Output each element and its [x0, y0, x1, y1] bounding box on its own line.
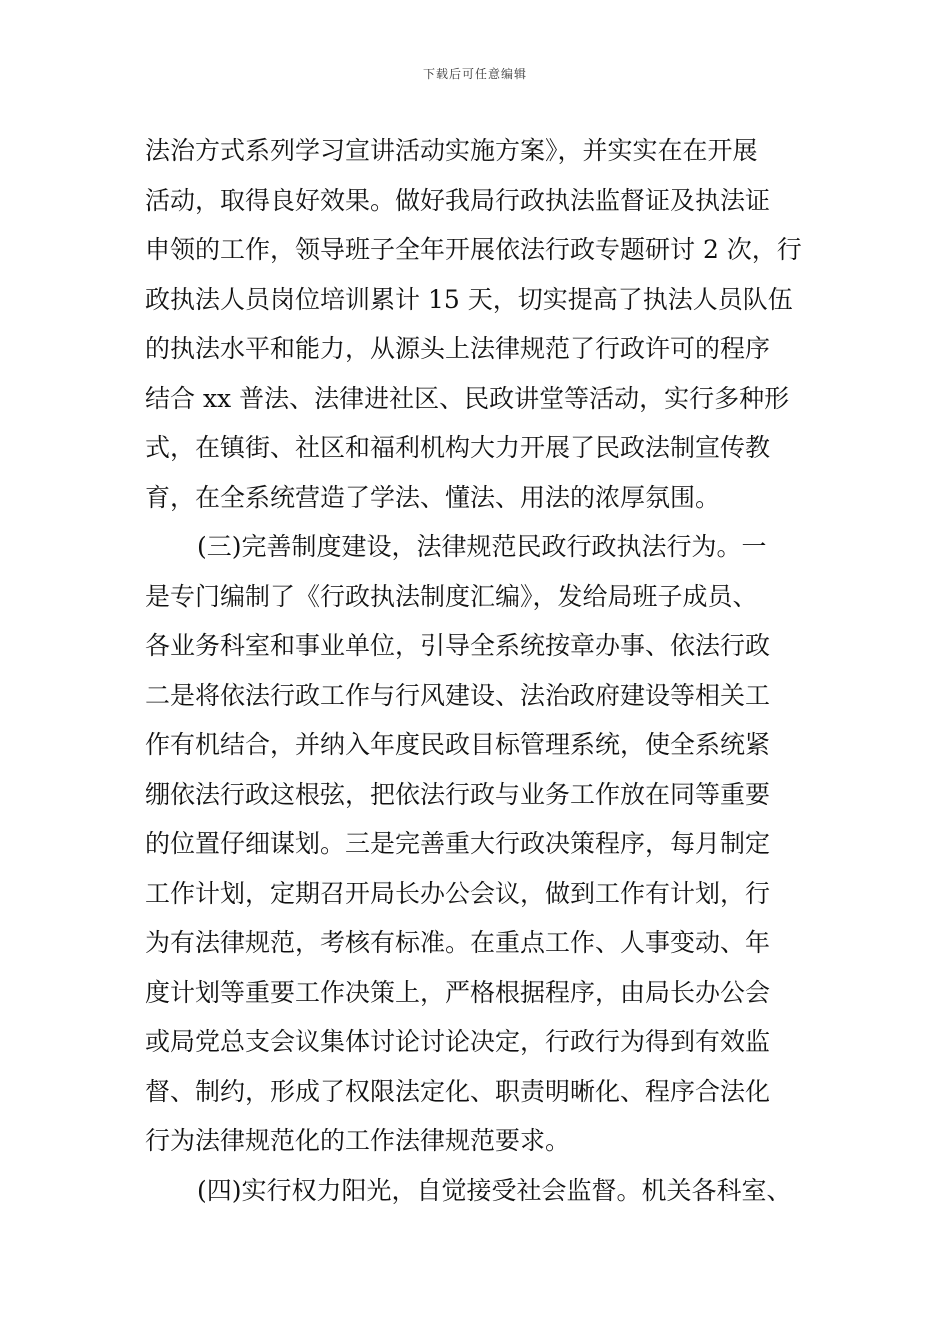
body-line-2: 活动，取得良好效果。做好我局行政执法监督证及执法证: [145, 185, 771, 215]
body-line-4: 政执法人员岗位培训累计 15 天，切实提高了执法人员队伍: [145, 284, 793, 314]
body-line-10: 是专门编制了《行政执法制度汇编》，发给局班子成员、: [145, 581, 758, 611]
body-line-7: 式，在镇街、社区和福利机构大力开展了民政法制宣传教: [145, 433, 771, 462]
body-line-17: 为有法律规范，考核有标准。在重点工作、人事变动、年: [145, 928, 771, 957]
body-line-3: 申领的工作，领导班子全年开展依法行政专题研讨 2 次，行: [145, 235, 802, 264]
body-line-6: 结合 xx 普法、法律进社区、民政讲堂等活动，实行多种形: [145, 383, 790, 413]
body-line-15: 的位置仔细谋划。三是完善重大行政决策程序，每月制定: [145, 829, 771, 858]
document-body: [145, 126, 835, 1215]
body-line-5: 的执法水平和能力，从源头上法律规范了行政许可的程序: [145, 334, 771, 363]
body-line-21: 行为法律规范化的工作法律规范要求。: [145, 1126, 571, 1155]
body-line-1: 法治方式系列学习宣讲活动实施方案》，并实实在在开展: [145, 136, 758, 165]
page-header: 下载后可任意编辑: [422, 67, 527, 81]
body-line-19: 或局党总支会议集体讨论讨论决定，行政行为得到有效监: [145, 1027, 771, 1056]
body-line-11: 各业务科室和事业单位，引导全系统按章办事、依法行政: [145, 631, 771, 660]
body-line-13: 作有机结合，并纳入年度民政目标管理系统，使全系统紧: [145, 730, 771, 759]
body-line-18: 度计划等重要工作决策上，严格根据程序，由局长办公会: [145, 977, 771, 1007]
body-line-8: 育，在全系统营造了学法、懂法、用法的浓厚氛围。: [145, 482, 721, 512]
body-line-12: 二是将依法行政工作与行风建设、法治政府建设等相关工: [145, 680, 771, 710]
body-line-20: 督、制约，形成了权限法定化、职责明晰化、程序合法化: [145, 1076, 771, 1106]
paragraph-3-start: (三)完善制度建设，法律规范民政行政执法行为。一: [197, 532, 767, 561]
body-line-16: 工作计划，定期召开局长办公会议，做到工作有计划，行: [145, 878, 771, 908]
paragraph-4-start: (四)实行权力阳光，自觉接受社会监督。机关各科室、: [197, 1175, 792, 1205]
body-line-14: 绷依法行政这根弦，把依法行政与业务工作放在同等重要: [145, 779, 771, 809]
